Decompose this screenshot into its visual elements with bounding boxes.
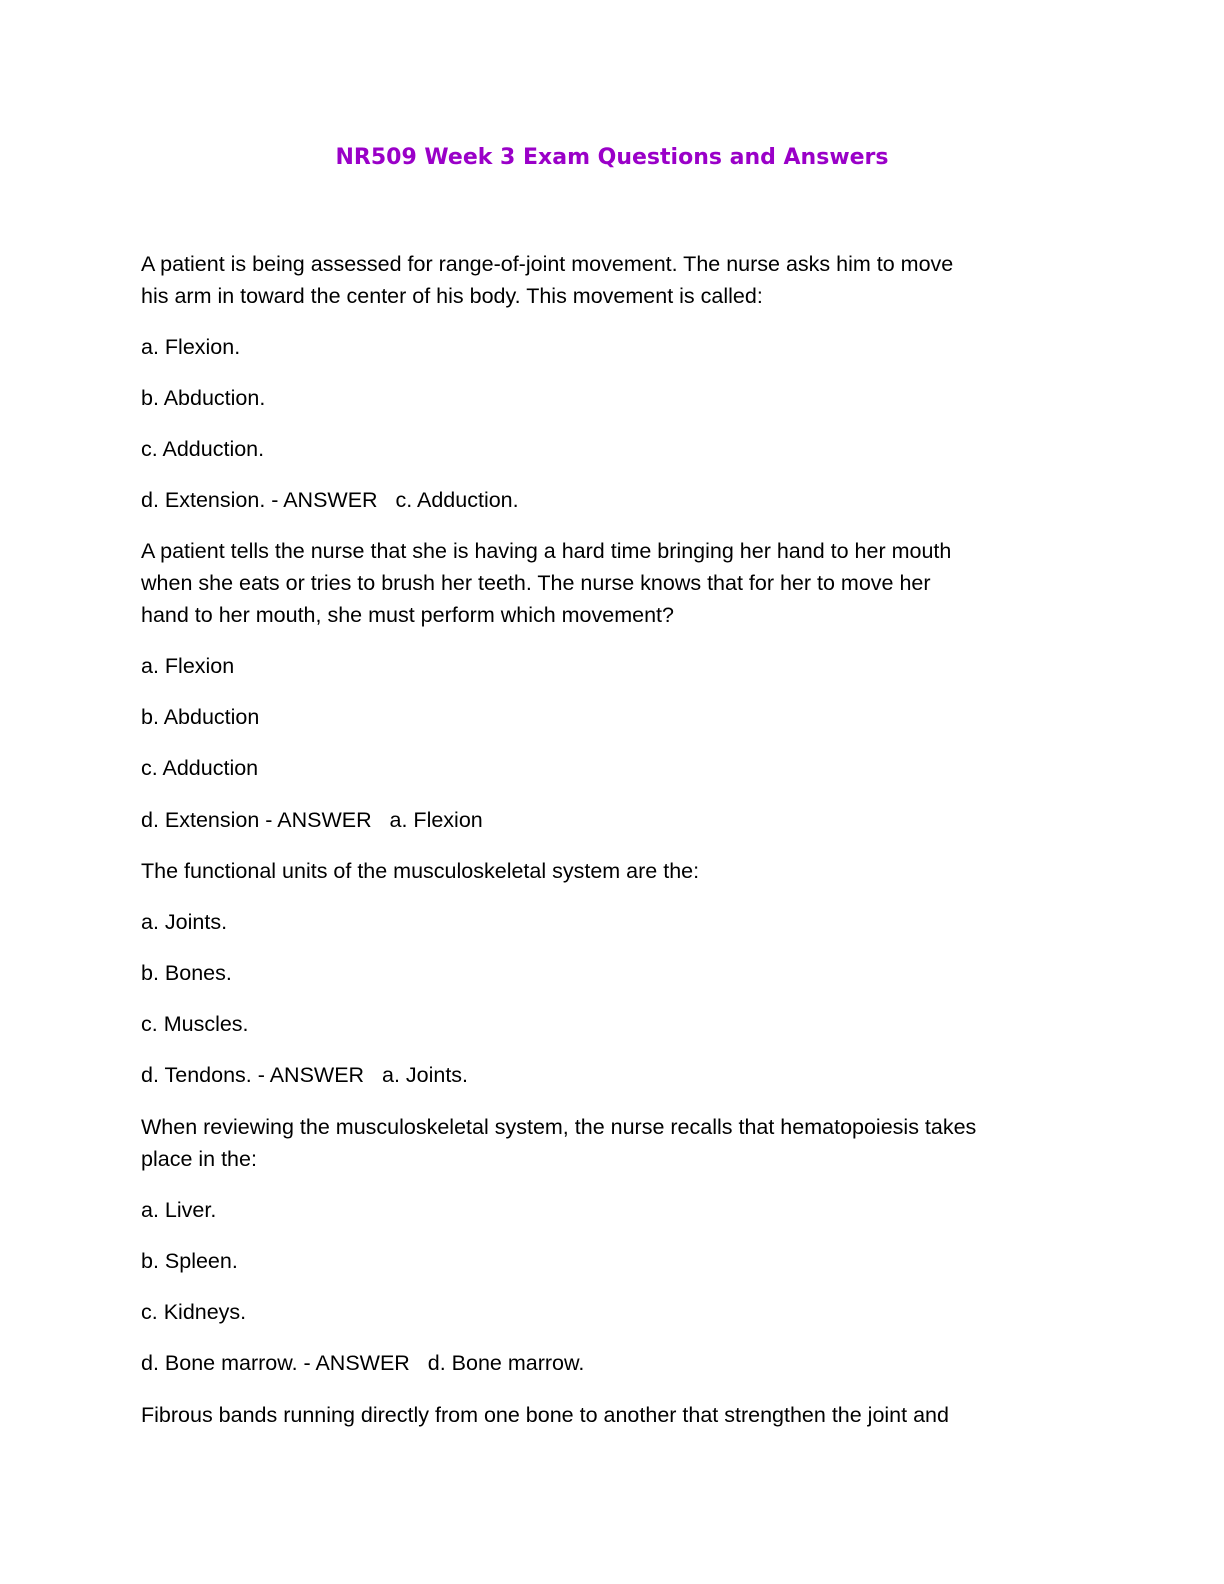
question-3-option-c: c. Muscles. (141, 1012, 249, 1036)
question-1-stem-line-2: his arm in toward the center of his body. This movement is called: (141, 284, 763, 308)
question-1-stem-line-1: A patient is being assessed for range-of-joint movement. The nurse asks him to move (141, 252, 954, 276)
question-3-option-b: b. Bones. (141, 961, 232, 985)
question-2-stem-line-2: when she eats or tries to brush her teeth. The nurse knows that for her to move her (141, 571, 931, 595)
question-2-option-a: a. Flexion (141, 654, 235, 678)
question-1-option-d-answer: d. Extension. - ANSWER c. Adduction. (141, 488, 519, 512)
question-4-option-d-answer: d. Bone marrow. - ANSWER d. Bone marrow. (141, 1351, 585, 1375)
question-4-stem-line-2: place in the: (141, 1147, 257, 1171)
question-3-option-d-answer: d. Tendons. - ANSWER a. Joints. (141, 1063, 469, 1087)
question-2-stem-line-3: hand to her mouth, she must perform which movement? (141, 603, 674, 627)
question-3-option-a: a. Joints. (141, 910, 228, 934)
question-2-option-d-answer: d. Extension - ANSWER a. Flexion (141, 808, 483, 832)
question-4-option-c: c. Kidneys. (141, 1300, 247, 1324)
question-1-option-a: a. Flexion. (141, 335, 241, 359)
question-1-option-b: b. Abduction. (141, 386, 266, 410)
question-5-stem-line-1: Fibrous bands running directly from one bone to another that strengthen the joint and (141, 1403, 949, 1427)
page-title: NR509 Week 3 Exam Questions and Answers (335, 145, 889, 170)
question-1-option-c: c. Adduction. (141, 437, 265, 461)
question-2-option-c: c. Adduction (141, 756, 259, 780)
question-2-stem-line-1: A patient tells the nurse that she is having a hard time bringing her hand to her mouth (141, 539, 952, 563)
question-4-option-b: b. Spleen. (141, 1249, 238, 1273)
question-4-stem-line-1: When reviewing the musculoskeletal system, the nurse recalls that hematopoiesis takes (141, 1115, 977, 1139)
question-2-option-b: b. Abduction (141, 705, 260, 729)
question-4-option-a: a. Liver. (141, 1198, 217, 1222)
question-3-stem-line-1: The functional units of the musculoskeletal system are the: (141, 859, 700, 883)
